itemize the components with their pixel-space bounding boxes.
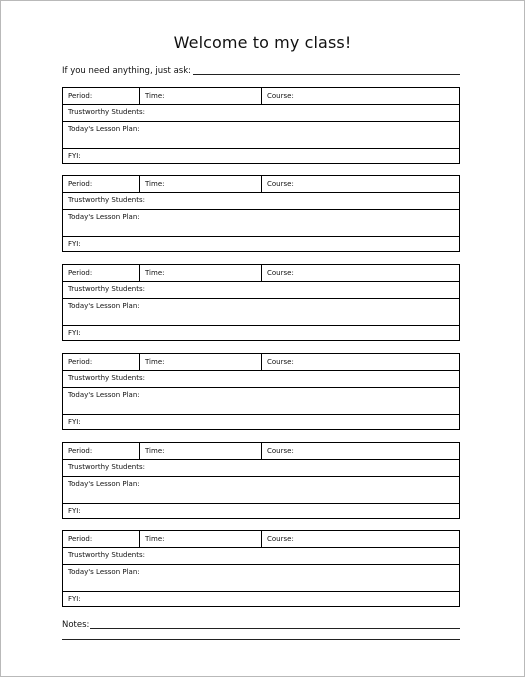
lesson-label: Today's Lesson Plan: — [68, 125, 140, 133]
fyi-label: FYI: — [68, 418, 81, 426]
period-cell: Period: — [63, 88, 140, 104]
lesson-label: Today's Lesson Plan: — [68, 391, 140, 399]
period-time-course-row — [63, 88, 459, 105]
period-cell: Period: — [63, 265, 140, 281]
period-block — [62, 175, 460, 252]
students-label: Trustworthy Students: — [68, 196, 145, 204]
lesson-row — [63, 121, 459, 149]
fyi-row — [63, 591, 459, 607]
period-time-course-row — [63, 443, 459, 460]
students-row — [63, 459, 459, 477]
time-cell: Time: — [140, 443, 262, 459]
fyi-label: FYI: — [68, 152, 81, 160]
fyi-row — [63, 325, 459, 341]
fyi-row — [63, 414, 459, 430]
period-time-course-row — [63, 354, 459, 371]
course-cell: Course: — [267, 358, 294, 366]
period-block — [62, 442, 460, 519]
page-title: Welcome to my class! — [173, 33, 352, 52]
ask-blank-line — [193, 73, 460, 75]
students-label: Trustworthy Students: — [68, 108, 145, 116]
notes-label: Notes: — [62, 620, 90, 630]
time-cell: Time: — [140, 354, 262, 370]
course-cell: Course: — [267, 180, 294, 188]
notes-blank-line — [90, 627, 460, 629]
period-cell: Period: — [63, 354, 140, 370]
students-label: Trustworthy Students: — [68, 551, 145, 559]
fyi-label: FYI: — [68, 507, 81, 515]
students-label: Trustworthy Students: — [68, 285, 145, 293]
period-block — [62, 87, 460, 164]
time-cell: Time: — [140, 531, 262, 547]
notes-line — [62, 620, 460, 630]
notes-extra-line — [62, 639, 460, 640]
period-time-course-row — [63, 176, 459, 193]
period-block — [62, 530, 460, 607]
students-row — [63, 370, 459, 388]
lesson-row — [63, 476, 459, 504]
course-cell: Course: — [267, 92, 294, 100]
ask-line — [62, 64, 460, 76]
period-cell: Period: — [63, 531, 140, 547]
time-cell: Time: — [140, 88, 262, 104]
students-row — [63, 281, 459, 299]
fyi-label: FYI: — [68, 240, 81, 248]
course-cell: Course: — [267, 447, 294, 455]
fyi-label: FYI: — [68, 329, 81, 337]
time-cell: Time: — [140, 265, 262, 281]
lesson-row — [63, 387, 459, 415]
period-time-course-row — [63, 531, 459, 548]
period-block — [62, 353, 460, 430]
fyi-label: FYI: — [68, 595, 81, 603]
lesson-label: Today's Lesson Plan: — [68, 213, 140, 221]
lesson-label: Today's Lesson Plan: — [68, 480, 140, 488]
lesson-label: Today's Lesson Plan: — [68, 568, 140, 576]
course-cell: Course: — [267, 535, 294, 543]
period-cell: Period: — [63, 176, 140, 192]
students-row — [63, 192, 459, 210]
period-block — [62, 264, 460, 341]
fyi-row — [63, 503, 459, 519]
lesson-row — [63, 209, 459, 237]
students-row — [63, 547, 459, 565]
period-cell: Period: — [63, 443, 140, 459]
course-cell: Course: — [267, 269, 294, 277]
students-label: Trustworthy Students: — [68, 463, 145, 471]
ask-label: If you need anything, just ask: — [62, 66, 191, 76]
students-label: Trustworthy Students: — [68, 374, 145, 382]
period-time-course-row — [63, 265, 459, 282]
lesson-row — [63, 564, 459, 592]
time-cell: Time: — [140, 176, 262, 192]
lesson-label: Today's Lesson Plan: — [68, 302, 140, 310]
fyi-row — [63, 236, 459, 252]
lesson-row — [63, 298, 459, 326]
students-row — [63, 104, 459, 122]
fyi-row — [63, 148, 459, 164]
